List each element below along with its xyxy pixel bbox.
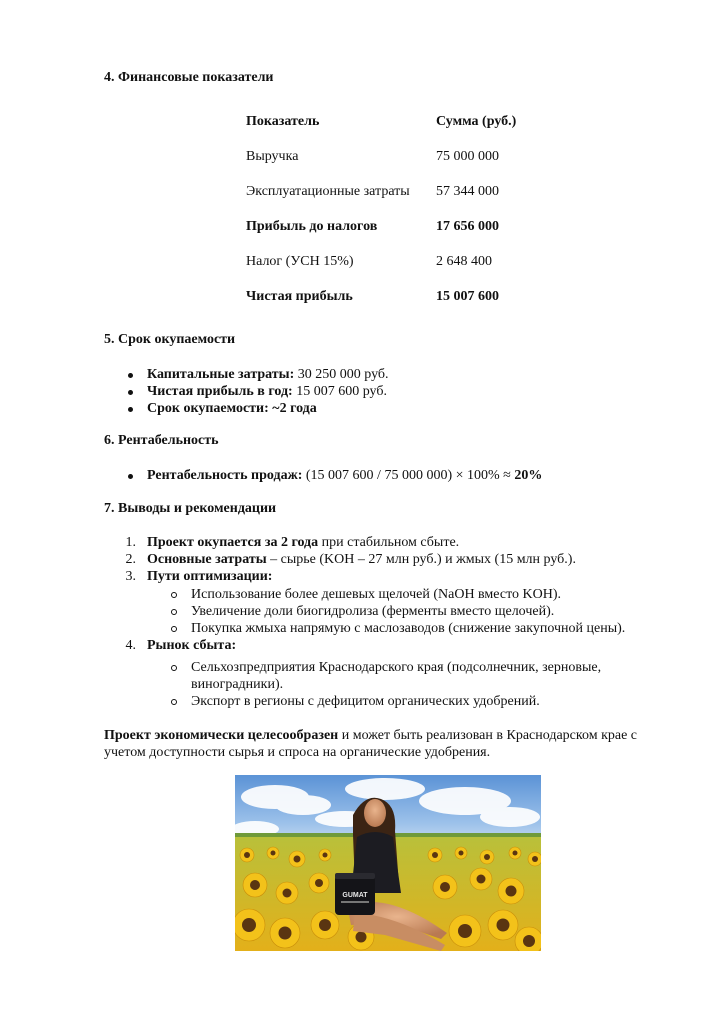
list-number: 1. <box>125 535 136 550</box>
bullet-icon <box>128 390 133 395</box>
list-number: 4. <box>125 638 136 653</box>
list-item: Проект окупается за 2 года при стабильном сбыте. <box>147 535 460 550</box>
circle-bullet-icon <box>171 609 177 615</box>
sub-list-item-continued: виноградники). <box>191 677 284 692</box>
sunflower-illustration <box>235 775 541 951</box>
sunflower-field-photo <box>235 775 541 951</box>
list-number: 3. <box>125 569 136 584</box>
sub-list-item: Экспорт в регионы с дефицитом органических удобрений. <box>191 694 540 709</box>
bullet-icon <box>128 474 133 479</box>
bullet-icon <box>128 373 133 378</box>
circle-bullet-icon <box>171 665 177 671</box>
bullet-icon <box>128 407 133 412</box>
table-cell-value: 75 000 000 <box>436 149 499 164</box>
section-title-profitability: 6. Рентабельность <box>104 433 219 448</box>
list-item: Срок окупаемости: ~2 года <box>147 401 317 416</box>
sub-list-item: Использование более дешевых щелочей (NaOH вместо KOH). <box>191 587 561 602</box>
list-item: Капитальные затраты: 30 250 000 руб. <box>147 367 389 382</box>
sub-list-item: Увеличение доли биогидролиза (ферменты вместо щелочей). <box>191 604 555 619</box>
list-item: Чистая прибыль в год: 15 007 600 руб. <box>147 384 387 399</box>
circle-bullet-icon <box>171 592 177 598</box>
table-cell-label: Прибыль до налогов <box>246 219 378 234</box>
section-title-conclusions: 7. Выводы и рекомендации <box>104 501 277 516</box>
table-cell-value: 15 007 600 <box>436 289 499 304</box>
table-header-amount: Сумма (руб.) <box>436 114 517 129</box>
final-paragraph-line: учетом доступности сырья и спроса на органические удобрения. <box>104 745 491 760</box>
section-title-payback: 5. Срок окупаемости <box>104 332 236 347</box>
table-cell-value: 17 656 000 <box>436 219 499 234</box>
final-paragraph-line: Проект экономически целесообразен и может быть реализован в Краснодарском крае с <box>104 728 638 743</box>
list-item: Рынок сбыта: <box>147 638 237 653</box>
list-item: Основные затраты – сырье (KOH – 27 млн руб.) и жмых (15 млн руб.). <box>147 552 576 567</box>
profitability-formula: Рентабельность продаж: (15 007 600 / 75 000 000) × 100% ≈ 20% <box>147 468 543 483</box>
table-cell-label: Выручка <box>246 149 299 164</box>
jar-label: GUMAT <box>342 892 368 899</box>
circle-bullet-icon <box>171 626 177 632</box>
table-cell-label: Эксплуатационные затраты <box>246 184 410 199</box>
sub-list-item: Покупка жмыха напрямую с маслозаводов (снижение закупочной цены). <box>191 621 626 636</box>
section-title-financial: 4. Финансовые показатели <box>104 70 274 85</box>
sub-list-item: Сельхозпредприятия Краснодарского края (подсолнечник, зерновые, <box>191 660 602 675</box>
list-number: 2. <box>125 552 136 567</box>
table-header-indicator: Показатель <box>246 114 320 129</box>
table-cell-label: Чистая прибыль <box>246 289 353 304</box>
table-cell-value: 2 648 400 <box>436 254 492 269</box>
table-cell-label: Налог (УСН 15%) <box>246 254 354 269</box>
list-item: Пути оптимизации: <box>147 569 273 584</box>
circle-bullet-icon <box>171 699 177 705</box>
table-cell-value: 57 344 000 <box>436 184 499 199</box>
